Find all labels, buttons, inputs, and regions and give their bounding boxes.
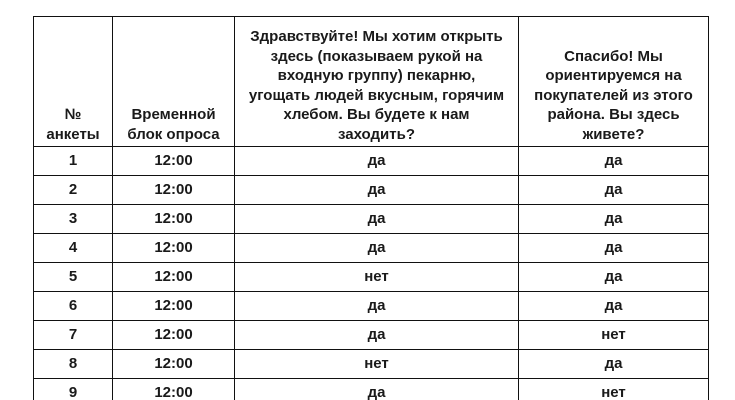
cell-survey-number: 8	[34, 350, 113, 379]
cell-answer-residence: нет	[519, 321, 709, 350]
header-survey-number: № анкеты	[34, 17, 113, 147]
cell-answer-residence: нет	[519, 379, 709, 400]
header-question-bakery: Здравствуйте! Мы хотим открыть здесь (показываем рукой на входную группу) пекарню, угощать людей вкусным, горячим хлебом. Вы будете к нам заходить?	[235, 17, 519, 147]
cell-answer-bakery: да	[235, 321, 519, 350]
cell-time-block: 12:00	[113, 234, 235, 263]
cell-answer-residence: да	[519, 176, 709, 205]
cell-answer-residence: да	[519, 292, 709, 321]
table-row	[34, 292, 709, 321]
cell-answer-bakery: да	[235, 379, 519, 400]
header-row	[34, 17, 709, 147]
cell-time-block: 12:00	[113, 263, 235, 292]
table-row	[34, 321, 709, 350]
table-row	[34, 147, 709, 176]
cell-answer-bakery: нет	[235, 350, 519, 379]
cell-survey-number: 7	[34, 321, 113, 350]
cell-answer-residence: да	[519, 205, 709, 234]
table-row	[34, 205, 709, 234]
header-question-residence: Спасибо! Мы ориентируемся на покупателей из этого района. Вы здесь живете?	[519, 17, 709, 147]
cell-answer-bakery: да	[235, 292, 519, 321]
cell-survey-number: 3	[34, 205, 113, 234]
cell-time-block: 12:00	[113, 176, 235, 205]
cell-survey-number: 6	[34, 292, 113, 321]
cell-answer-residence: да	[519, 263, 709, 292]
cell-time-block: 12:00	[113, 321, 235, 350]
table-row	[34, 350, 709, 379]
cell-answer-bakery: да	[235, 234, 519, 263]
cell-survey-number: 9	[34, 379, 113, 400]
cell-time-block: 12:00	[113, 350, 235, 379]
cell-answer-residence: да	[519, 234, 709, 263]
cell-answer-bakery: да	[235, 147, 519, 176]
table-row	[34, 379, 709, 400]
cell-time-block: 12:00	[113, 292, 235, 321]
table-row	[34, 234, 709, 263]
cell-time-block: 12:00	[113, 379, 235, 400]
cell-time-block: 12:00	[113, 147, 235, 176]
cell-survey-number: 4	[34, 234, 113, 263]
cell-answer-bakery: да	[235, 176, 519, 205]
cell-answer-residence: да	[519, 147, 709, 176]
cell-answer-bakery: нет	[235, 263, 519, 292]
cell-answer-residence: да	[519, 350, 709, 379]
table-row	[34, 263, 709, 292]
cell-survey-number: 2	[34, 176, 113, 205]
table-row	[34, 176, 709, 205]
header-time-block: Временной блок опроса	[113, 17, 235, 147]
cell-survey-number: 1	[34, 147, 113, 176]
cell-time-block: 12:00	[113, 205, 235, 234]
cell-survey-number: 5	[34, 263, 113, 292]
survey-table	[33, 16, 709, 400]
cell-answer-bakery: да	[235, 205, 519, 234]
